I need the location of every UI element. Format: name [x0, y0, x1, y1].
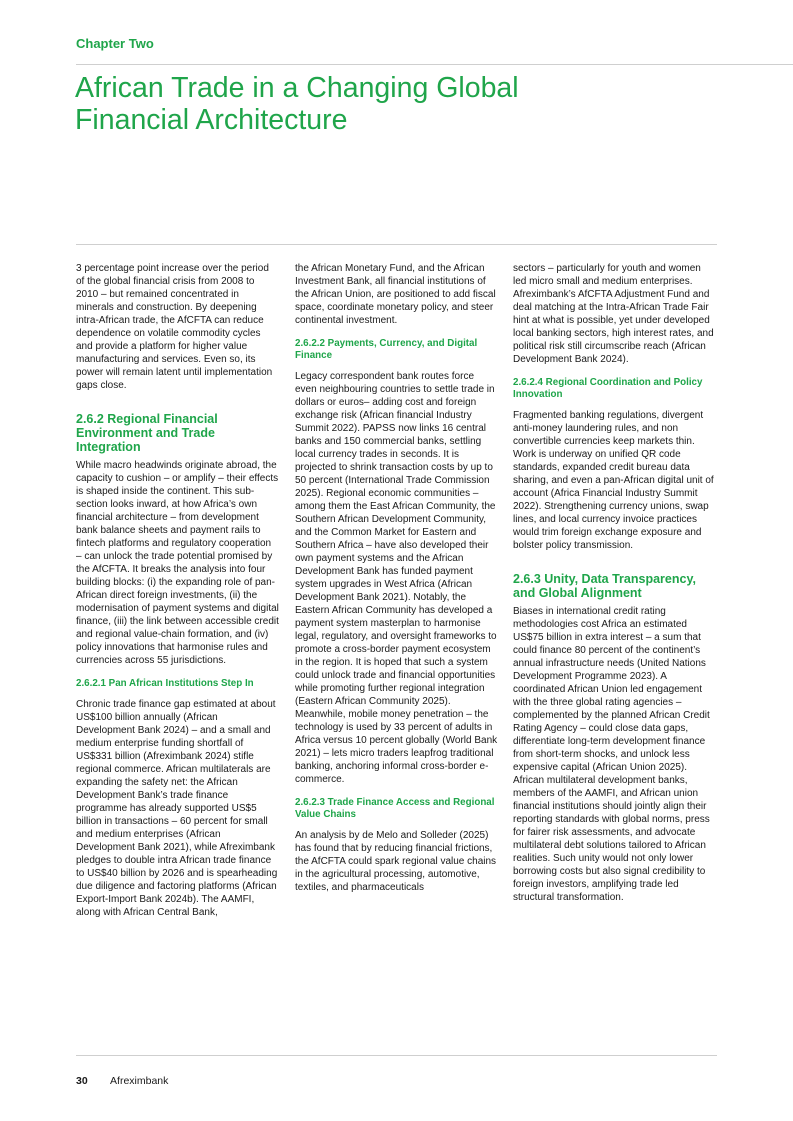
- paragraph: While macro headwinds originate abroad, the capacity to cushion – or amplify – their effects is shaped inside the continent. This sub-section looks inward, at how Africa’s own financial architecture – from development bank balance sheets and payment rails to fintech platforms and regulatory cooperation – can unlock the trade potential promised by the AfCFTA. It breaks the analysis into four building blocks: (i) the expanding role of pan-African direct foreign investments, (ii) the modernisation of payment systems and digital finance, (iii) the link between accessible credit and regional value-chain formation, and (iv) policy innovations that harmonise rules and currencies across 55 jurisdictions.: [76, 460, 279, 666]
- paragraph: Legacy correspondent bank routes force even neighbouring countries to settle trade in dollars or euros– adding cost and foreign exchange risk (African financial Industry Summit 2022). PAPSS now links 16 central banks and 150 commercial banks, settling local currency trades in seconds. It is projected to shrink transaction costs by up to 50 percent (International Trade Commission 2025). Regional economic communities – among them the East African Community, the Southern African Development Community, and the Common Market for Eastern and Southern Africa – have also developed their own payment systems and the African Development Bank has funded payment system upgrades in West Africa (African Development Bank 2021). Notably, the Eastern African Community has developed a payment system masterplan to harmonise legal, regulatory, and oversight frameworks to promote a cross-border payment ecosystem in the region. It is hoped that such a system could unlock trade and financial opportunities while promoting further regional integration (Eastern African Community 2025). Meanwhile, mobile money penetration – the technology is used by 33 percent of adults in Africa versus 10 percent globally (World Bank 2021) – lets micro traders leapfrog traditional banking, anchoring informal cross-border e-commerce.: [295, 371, 498, 785]
- section-heading-2-6-3: 2.6.3 Unity, Data Transparency, and Global Alignment: [513, 572, 696, 600]
- text-column-2: [295, 262, 498, 903]
- publisher-name: Afreximbank: [110, 1075, 169, 1087]
- paragraph: Chronic trade finance gap estimated at about US$100 billion annually (African Development Bank 2024) – and a small and medium enterprise funding shortfall of US$331 billion (Afreximbank 2024) stifle regional commerce. African multilaterals are expanding the safety net: the African Development Bank’s trade finance programme has already supported US$5 billion in transactions – 60 percent for small and medium enterprises (African Development Bank 2021), while Afreximbank pledges to double intra African trade finance to US$40 billion by 2026 and is spearheading due diligence and factoring platforms (African Export-Import Bank 2024b). The AAMFI, along with African Central Bank,: [76, 699, 278, 918]
- paragraph: Biases in international credit rating methodologies cost Africa an estimated US$75 billion in extra interest – a sum that could finance 80 percent of the continent’s annual infrastructure needs (United Nations Development Programme 2023). A coordinated African Union led engagement with the three global rating agencies – complemented by the planned African Credit Rating Agency – could close data gaps, differentiate long-term development finance from short-term shocks, and unlock less expensive capital (African Union 2025). African multilateral development banks, members of the AAMFI, and African union financial institutions should jointly align their reporting standards with global norms, press for fairer risk assessments, and advocate multilateral debt solutions tailored to African realities. Such unity would not only lower borrowing costs but also signal credibility to foreign investors, amplifying trade led structural transformation.: [513, 606, 710, 903]
- text-column-3: [513, 262, 716, 913]
- paragraph: Fragmented banking regulations, divergent anti-money laundering rules, and non convertible currencies keep markets thin. Work is underway on unified QR code standards, expanded credit bureau data sharing, and even a pan-African digital unit of account (Africa Financial Industry Summit 2022). Strengthening currency unions, swap lines, and local currency invoice practices would trim foreign exchange exposure and bolster policy transmission.: [513, 410, 714, 551]
- text-column-1: [76, 262, 279, 928]
- page-number: 30: [76, 1075, 88, 1087]
- paragraph: 3 percentage point increase over the period of the global financial crisis from 2008 to 2010 – but remained concentrated in minerals and construction. By deepening intra-African trade, the AfCFTA can reduce dependence on volatile commodity cycles and provide a platform for higher value manufacturing and services. Even so, its power will remain latent until implementation gaps close.: [76, 263, 273, 391]
- title-divider: [76, 244, 717, 245]
- subsection-heading-2-6-2-2: 2.6.2.2 Payments, Currency, and Digital Finance: [295, 338, 478, 361]
- subsection-heading-2-6-2-3: 2.6.2.3 Trade Finance Access and Regional Value Chains: [295, 797, 495, 820]
- chapter-label: Chapter Two: [76, 36, 154, 51]
- footer-divider: [76, 1055, 717, 1056]
- top-divider: [76, 64, 793, 65]
- subsection-heading-2-6-2-1: 2.6.2.1 Pan African Institutions Step In: [76, 678, 254, 689]
- chapter-title-line-1: African Trade in a Changing Global: [75, 72, 519, 104]
- paragraph: the African Monetary Fund, and the African Investment Bank, all financial institutions of the African Union, are positioned to add fiscal space, coordinate monetary policy, and steer continental investment.: [295, 263, 496, 326]
- chapter-title: [75, 72, 595, 136]
- subsection-heading-2-6-2-4: 2.6.2.4 Regional Coordination and Policy Innovation: [513, 377, 703, 400]
- page-footer: [76, 1075, 168, 1087]
- paragraph: sectors – particularly for youth and women led micro small and medium enterprises. Afreximbank’s AfCFTA Adjustment Fund and deal matching at the Intra-African Trade Fair hint at what is possible, yet under developed local banking sectors, high interest rates, and political risk still circumscribe reach (African Development Bank 2024).: [513, 263, 714, 365]
- section-heading-2-6-2: 2.6.2 Regional Financial Environment and Trade Integration: [76, 412, 218, 454]
- paragraph: An analysis by de Melo and Solleder (2025) has found that by reducing financial frictions, the AfCFTA could spark regional value chains in the agricultural processing, automotive, textiles, and pharmaceuticals: [295, 830, 497, 893]
- chapter-title-line-2: Financial Architecture: [75, 104, 348, 136]
